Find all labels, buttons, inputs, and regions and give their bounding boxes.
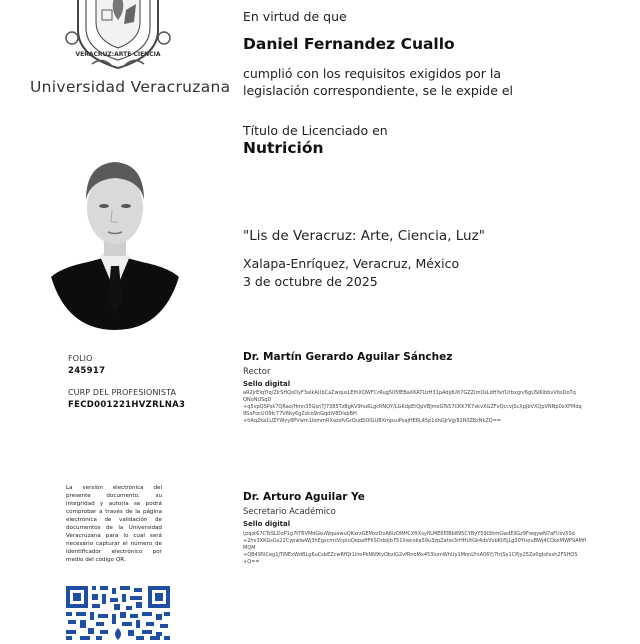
- intro-text: En virtud de que: [243, 9, 347, 24]
- graduate-name: Daniel Fernandez Cuallo: [243, 35, 455, 53]
- hash-line: +tlAq2ka1UZYWyy8PVwm1lommRXazsfvGrQudSOiGUBXmpsuPsajHE6L45p1dnGJrVg/82R0Z8zNkZQ==: [243, 418, 502, 424]
- hash-line: MQM: [243, 545, 256, 551]
- seal-emblem-icon: [62, 0, 174, 72]
- hash-line: QNoNUSqD: [243, 397, 272, 403]
- signatory-1-digital-seal: [243, 390, 623, 425]
- graduate-photo: [48, 150, 182, 330]
- signatory-2-digital-seal: [243, 531, 623, 566]
- hash-line: ijzqst67CTsSLDoP1g7tT6VMdGkuWquewuQKxrzGEMxzDvA6lzOlMfCXftXsyfILME6EIBb895CYByY59i3hmGwdEllGz9FwqywN7aFUsv5Sd: [243, 531, 575, 537]
- signatory-1-name: Dr. Martín Gerardo Aguilar Sánchez: [243, 351, 453, 363]
- signatory-1-role: Rector: [243, 367, 271, 377]
- hash-line: +2hv3XKGsGs22CypwIwWj3hEgscmsVcpIuQepaffFKSDdoijb751Xwcoka59u3zpZatss3rHHUtGk4dxVubKII5jLg30YIszuBWj4COoxMWP9AMfI: [243, 538, 587, 544]
- svg-text:VERACRUZ:ARTE CIENCIA: VERACRUZ:ARTE CIENCIA: [75, 51, 161, 58]
- issue-place: Xalapa-Enríquez, Veracruz, México: [243, 256, 460, 271]
- curp-label: CURP DEL PROFESIONISTA: [68, 388, 177, 397]
- university-name: Universidad Veracruzana: [30, 78, 231, 96]
- folio-label: FOLIO: [68, 354, 93, 363]
- curp-value: FECD001221HVZRLNA3: [68, 400, 186, 410]
- issue-date: 3 de octubre de 2025: [243, 274, 378, 289]
- degree-name: Nutrición: [243, 139, 324, 157]
- hash-line: +Q==: [243, 559, 260, 565]
- signatory-2-role: Secretario Académico: [243, 507, 336, 517]
- statement-line-1: cumplió con los requisitos exigidos por la: [243, 66, 502, 81]
- signatory-1-seal-label: Sello digital: [243, 380, 291, 388]
- hash-line: 9SoFocUO9Ic77V6by6gZdco9nGqdIV8DIsbBH: [243, 411, 357, 417]
- statement-line-2: legislación correspondiente, se le expide el: [243, 83, 514, 98]
- university-motto: "Lis de Veracruz: Arte, Ciencia, Luz": [243, 228, 485, 244]
- hash-line: aR2jrEIqYIq/ZlrSHQoDyF3alkAUbCaZwqusLEfhXQWFCrRug505fEBaXKATUzH31pAdjdUlt7GZZlmDsLdHYaYUrbxgn/6gUSiKibbvVbsDoTq: [243, 390, 576, 396]
- electronic-validation-notice: La versión electrónica del presente documento, su integridad y autoría se podrá comprobar a través de la página electrónica de validación de documentos de la Universidad Veracruzana para lo cual será necesario capturar el número de identificador electrónico por medio del código QR.: [66, 485, 162, 563]
- signatory-2-name: Dr. Arturo Aguilar Ye: [243, 491, 365, 503]
- hash-line: +QB495lCeg1jTiNExWdBLg6uCsbEZcwRfQt1ilmPkNN9tyObzlG2vfRnoMx453lumWhUy1MonLYnA06Yj7trjSy1CPjy25Zo0gIsllxsh2FSHQS: [243, 552, 578, 558]
- validation-qr-code[interactable]: [66, 586, 170, 640]
- university-seal-logo: [62, 0, 174, 72]
- title-prefix: Título de Licenciado en: [243, 123, 388, 138]
- qr-code-icon: [66, 586, 170, 640]
- statement-text: [243, 65, 513, 99]
- hash-line: +q5vpQSPsk7QRao/Hmn35GsnTJ7385TzBgKV9hu6LgcRNQY/LGKdpEtQpVBJmeGTs57CKK7K7xkvXGZFvQccvjScXpJbVXQpVNNp0xXFMdq: [243, 404, 582, 410]
- signatory-2-seal-label: Sello digital: [243, 520, 291, 528]
- folio-value: 245917: [68, 366, 106, 376]
